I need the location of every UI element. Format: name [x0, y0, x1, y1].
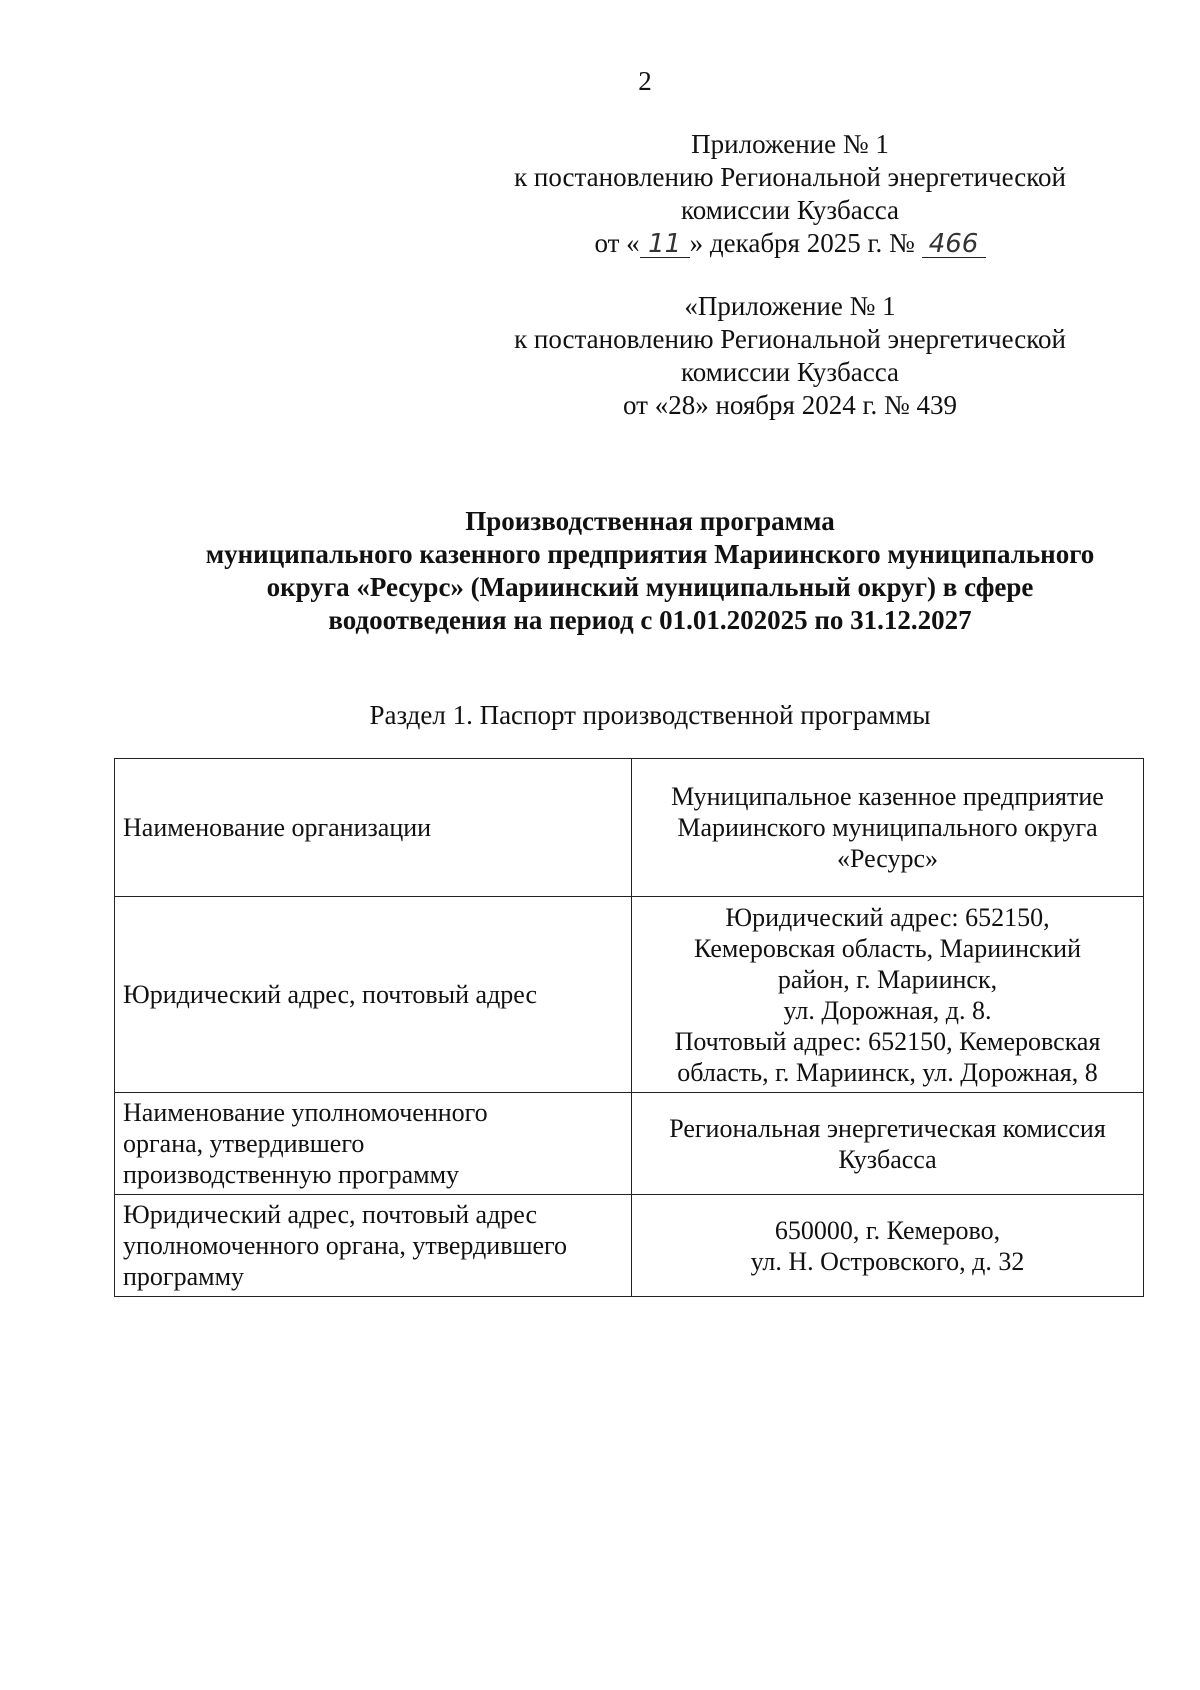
appendix-previous-line3: комиссии Кузбасса: [680, 357, 900, 387]
table-cell-value: [632, 1195, 1144, 1297]
label-line: Юридический адрес, почтовый адрес: [123, 1200, 538, 1229]
value-line: ул. Н. Островского, д. 32: [750, 1246, 1025, 1276]
label-line: уполномоченного органа, утвердившего: [123, 1231, 568, 1260]
appendix-previous-line2: к постановлению Региональной энергетической: [514, 324, 1066, 354]
table-cell-label: [115, 897, 632, 1093]
appendix-current-date-line: [470, 227, 1110, 260]
value-line: Юридический адрес: 652150,: [725, 902, 1050, 932]
title-line2: муниципального казенного предприятия Мариинского муниципального: [205, 539, 1095, 569]
value-line: Муниципальное казенное предприятие: [671, 782, 1104, 811]
handwritten-number: 466: [922, 231, 986, 258]
appendix-current-line2: к постановлению Региональной энергетической: [514, 162, 1066, 192]
label-line: Юридический адрес, почтовый адрес: [123, 980, 538, 1009]
table-row: [115, 759, 1144, 897]
label-line: органа, утвердившего: [123, 1129, 365, 1158]
title-line4: водоотведения на период с 01.01.202025 по 31.12.2027: [328, 605, 972, 635]
handwritten-day: 11: [640, 231, 690, 258]
value-line: «Ресурс»: [836, 844, 939, 873]
page-number: 2: [638, 66, 652, 96]
table-cell-label: [115, 1093, 632, 1195]
appendix-previous: [470, 290, 1110, 422]
label-line: Наименование уполномоченного: [123, 1098, 488, 1127]
value-line: Кузбасса: [838, 1144, 937, 1174]
value-line: 650000, г. Кемерово,: [774, 1215, 1001, 1245]
passport-table: [114, 758, 1144, 1297]
appendix-previous-line1: «Приложение № 1: [684, 291, 896, 321]
appendix-current: [470, 128, 1110, 260]
table-cell-value: [632, 1093, 1144, 1195]
passport-table-body: [115, 759, 1144, 1297]
title-line3: округа «Ресурс» (Мариинский муниципальный округ) в сфере: [266, 572, 1034, 602]
value-line: Региональная энергетическая комиссия: [669, 1113, 1106, 1143]
value-line: ул. Дорожная, д. 8.: [783, 995, 992, 1025]
value-line: Мариинского муниципального округа: [677, 813, 1098, 842]
table-cell-label: [115, 1195, 632, 1297]
table-row: [115, 1093, 1144, 1195]
section-title: Раздел 1. Паспорт производственной программы: [369, 700, 931, 730]
title-line1: Производственная программа: [465, 506, 835, 536]
table-cell-value: [632, 897, 1144, 1093]
value-line: район, г. Мариинск,: [777, 964, 998, 994]
table-row: [115, 1195, 1144, 1297]
label-line: Наименование организации: [123, 813, 432, 842]
label-line: программу: [123, 1262, 245, 1291]
document-title: [60, 505, 1200, 637]
value-line: область, г. Мариинск, ул. Дорожная, 8: [677, 1057, 1098, 1087]
date-prefix: от «: [594, 228, 640, 258]
label-line: производственную программу: [123, 1160, 460, 1189]
appendix-current-line3: комиссии Кузбасса: [680, 195, 900, 225]
table-cell-label: [115, 759, 632, 897]
value-line: Кемеровская область, Мариинский: [693, 933, 1082, 963]
date-middle: » декабря 2025 г. №: [689, 228, 922, 258]
table-row: [115, 897, 1144, 1093]
value-line: Почтовый адрес: 652150, Кемеровская: [674, 1026, 1101, 1056]
appendix-current-line1: Приложение № 1: [691, 129, 889, 159]
appendix-previous-line4: от «28» ноября 2024 г. № 439: [623, 390, 957, 420]
table-cell-value: [632, 759, 1144, 897]
